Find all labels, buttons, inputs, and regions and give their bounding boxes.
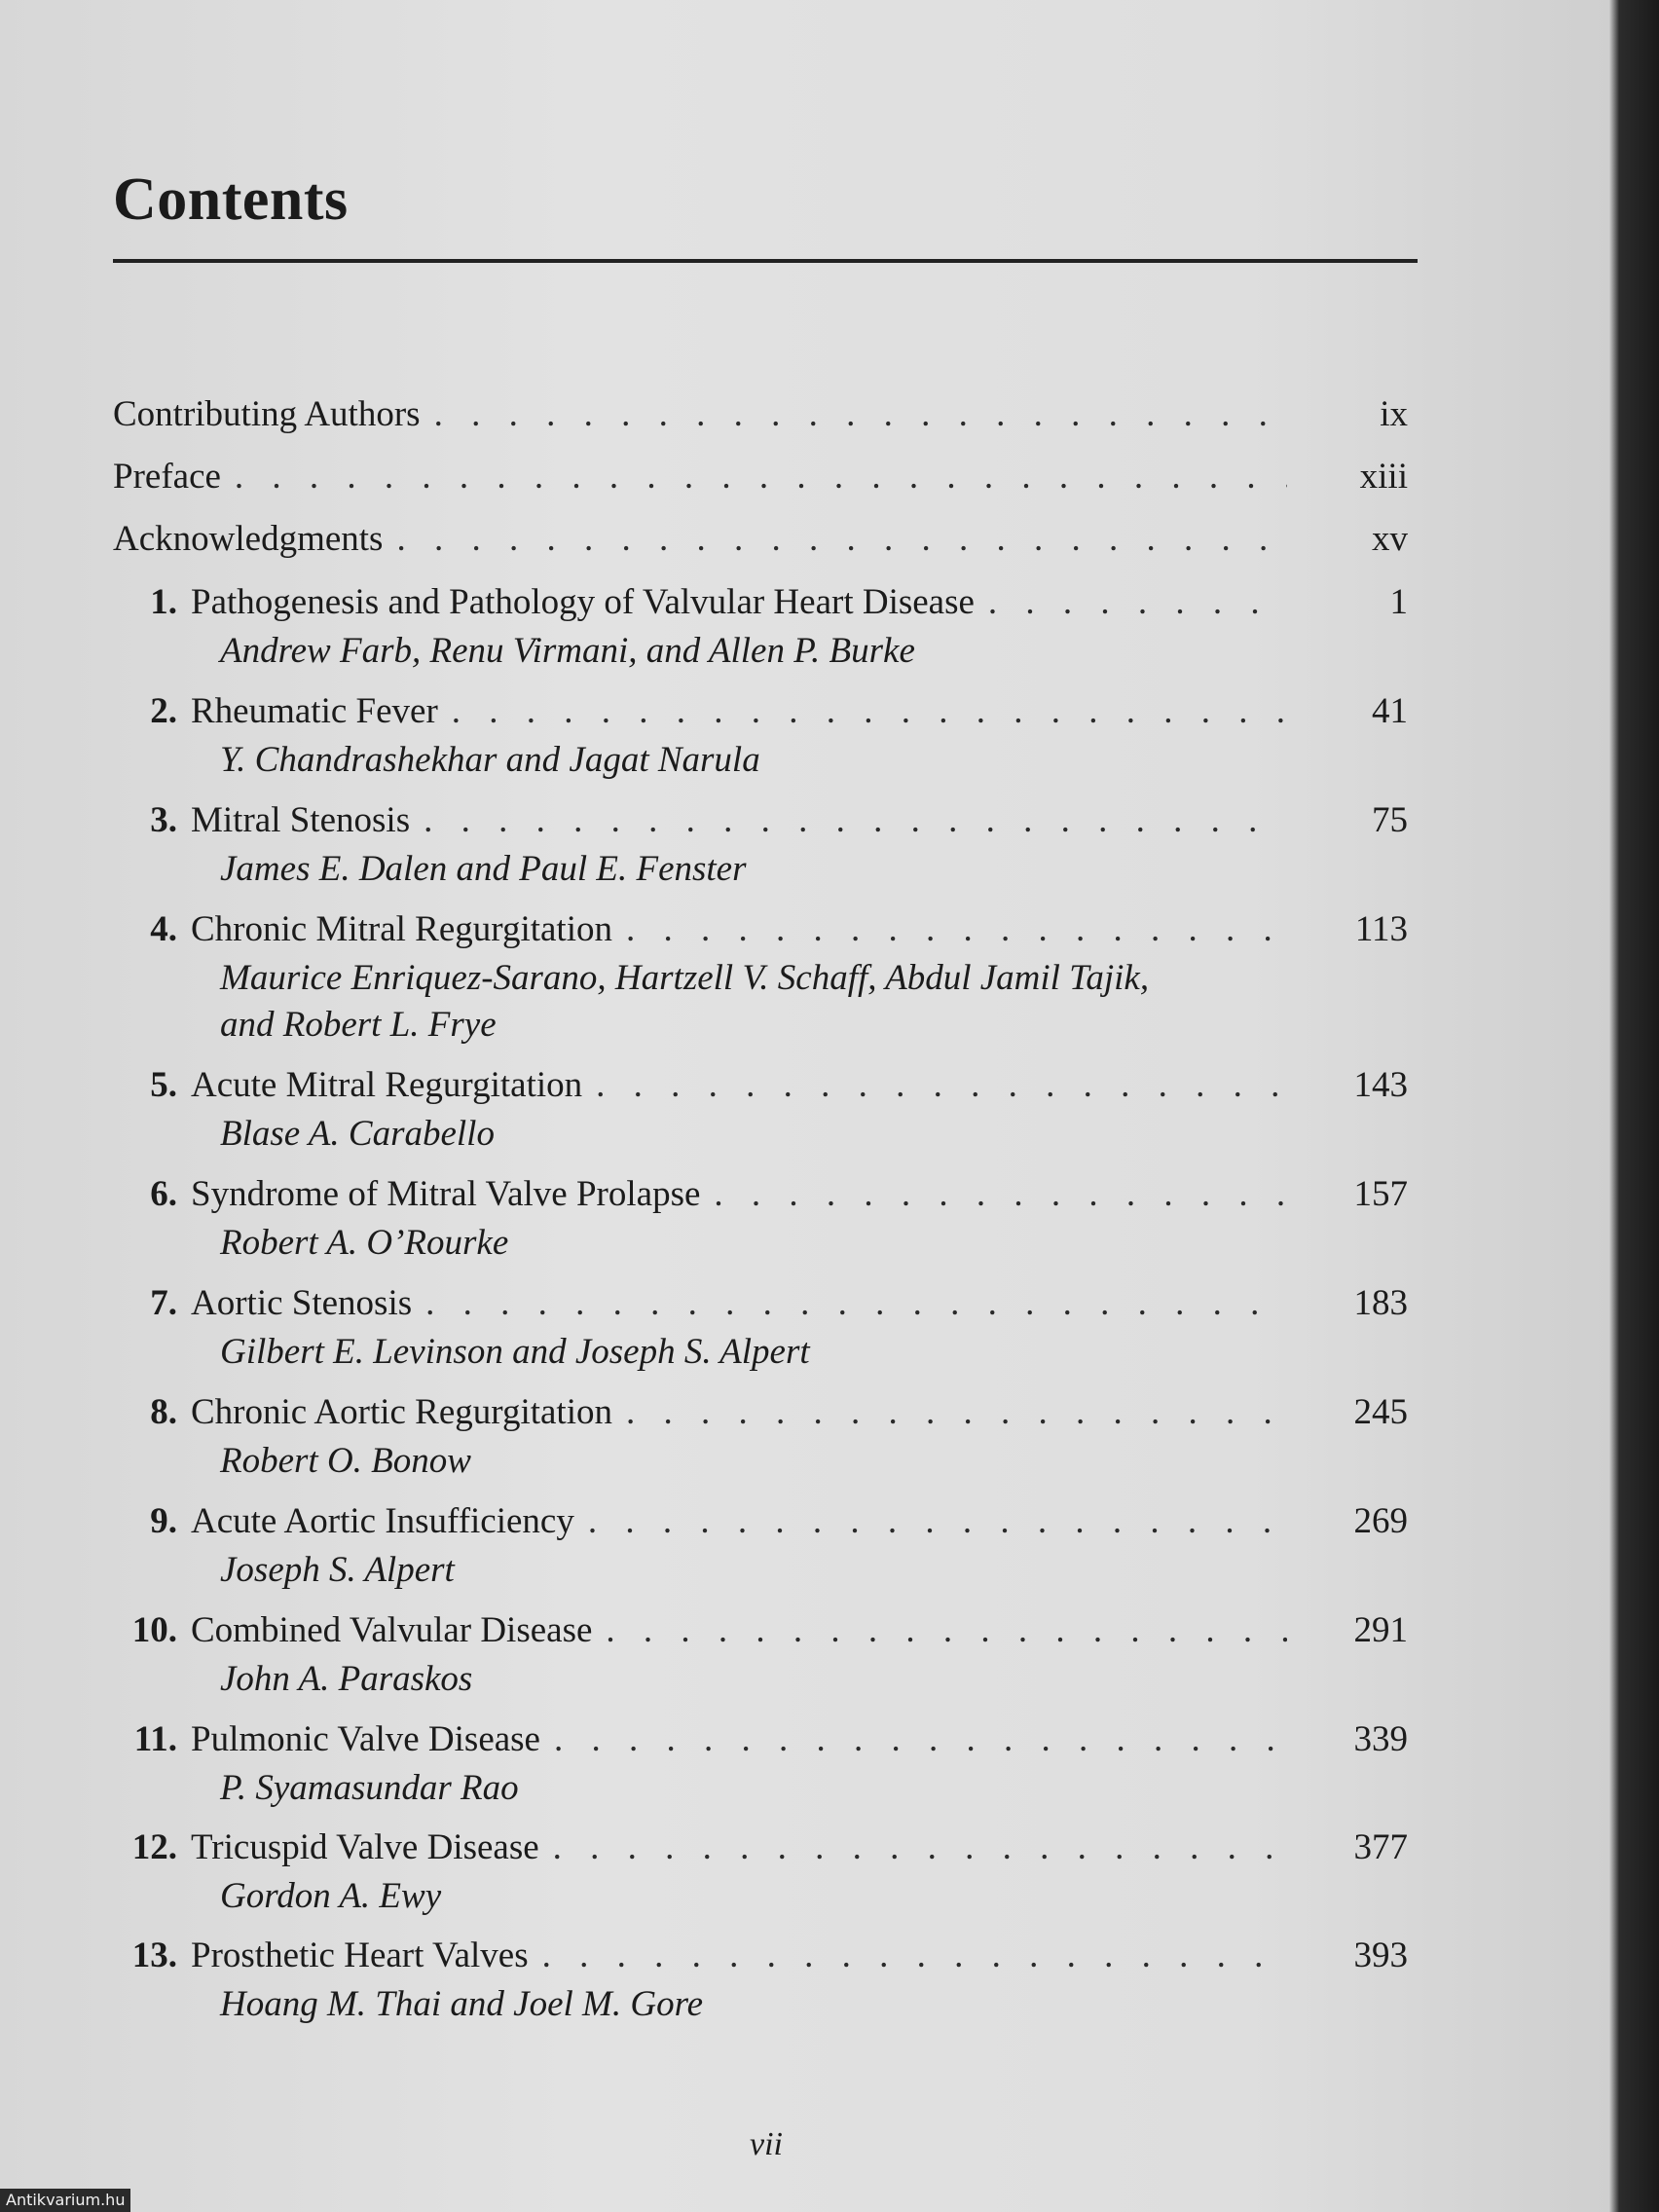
author-line: James E. Dalen and Paul E. Fenster [220, 849, 747, 889]
dot-leader [714, 1173, 1287, 1215]
chapter-number: 7. [150, 1283, 177, 1323]
author-line: Hoang M. Thai and Joel M. Gore [220, 1984, 704, 2024]
chapter-title: Prosthetic Heart Valves [191, 1936, 529, 1975]
chapter-title: Chronic Mitral Regurgitation [191, 909, 612, 949]
toc-chapter-3 [113, 799, 1408, 848]
watermark: Antikvarium.hu [0, 2189, 130, 2212]
chapter-title: Pulmonic Valve Disease [191, 1719, 540, 1759]
chapter-number: 5. [150, 1065, 177, 1105]
toc-chapter-2 [113, 690, 1408, 739]
chapter-number: 1. [150, 582, 177, 622]
chapter-title: Tricuspid Valve Disease [191, 1827, 539, 1867]
chapter-number: 8. [150, 1392, 177, 1432]
chapter-title: Combined Valvular Disease [191, 1610, 593, 1650]
toc-entry-acknowledgments [113, 518, 1408, 567]
toc-chapter-10 [113, 1609, 1408, 1658]
chapter-title: Aortic Stenosis [191, 1283, 413, 1323]
toc-page-number: 339 [1353, 1719, 1408, 1759]
chapter-number: 3. [150, 800, 177, 840]
chapter-number: 10. [131, 1610, 177, 1650]
toc-page-number: 291 [1353, 1610, 1408, 1650]
toc-page-number: 143 [1353, 1065, 1408, 1105]
dot-leader [554, 1718, 1287, 1760]
dot-leader [542, 1935, 1287, 1976]
toc-page-number: xiii [1359, 457, 1408, 497]
chapter-authors [220, 1329, 1291, 1376]
chapter-number: 9. [150, 1501, 177, 1541]
dot-leader [396, 518, 1287, 560]
toc-page-number: 269 [1353, 1501, 1408, 1541]
chapter-authors [220, 1981, 1291, 2028]
author-line: Andrew Farb, Renu Virmani, and Allen P. Burke [220, 631, 915, 671]
page-folio: vii [750, 2126, 783, 2162]
chapter-title: Pathogenesis and Pathology of Valvular Heart Disease [191, 582, 975, 622]
author-line: Gilbert E. Levinson and Joseph S. Alpert [220, 1332, 810, 1372]
chapter-authors [220, 1438, 1291, 1485]
toc-chapter-11 [113, 1718, 1408, 1767]
chapter-authors [220, 1873, 1291, 1920]
author-line: Blase A. Carabello [220, 1114, 495, 1154]
chapter-title: Acute Mitral Regurgitation [191, 1065, 583, 1105]
dot-leader [553, 1826, 1287, 1868]
chapter-title: Mitral Stenosis [191, 800, 411, 840]
toc-chapter-6 [113, 1173, 1408, 1222]
toc-label: Contributing Authors [113, 394, 421, 434]
toc-page-number: 41 [1372, 691, 1408, 731]
author-line: Robert O. Bonow [220, 1441, 471, 1481]
chapter-authors [220, 1765, 1291, 1812]
author-line: Maurice Enriquez-Sarano, Hartzell V. Schaff, Abdul Jamil Tajik, [220, 958, 1150, 998]
dot-leader [626, 908, 1287, 950]
toc-page-number: 377 [1353, 1827, 1408, 1867]
toc-page-number: 245 [1353, 1392, 1408, 1432]
dot-leader [235, 456, 1287, 498]
author-line: P. Syamasundar Rao [220, 1768, 519, 1808]
dot-leader [434, 393, 1287, 435]
page-title: Contents [113, 166, 349, 233]
author-line: Y. Chandrashekhar and Jagat Narula [220, 740, 760, 780]
chapter-authors [220, 628, 1291, 675]
toc-chapter-4 [113, 908, 1408, 957]
chapter-title: Chronic Aortic Regurgitation [191, 1392, 612, 1432]
toc-page-number: 75 [1372, 800, 1408, 840]
chapter-number: 6. [150, 1174, 177, 1214]
toc-chapter-12 [113, 1826, 1408, 1875]
dot-leader [588, 1500, 1287, 1542]
dot-leader [606, 1609, 1287, 1651]
toc-page-number: 393 [1353, 1936, 1408, 1975]
dot-leader [988, 581, 1287, 623]
author-line: and Robert L. Frye [220, 1005, 497, 1045]
chapter-title: Acute Aortic Insufficiency [191, 1501, 574, 1541]
toc-page-number: 113 [1354, 909, 1408, 949]
toc-entry-preface [113, 456, 1408, 504]
toc-chapter-5 [113, 1064, 1408, 1113]
chapter-number: 4. [150, 909, 177, 949]
dot-leader [424, 799, 1287, 841]
chapter-authors [220, 1547, 1291, 1594]
toc-entry-contributing-authors [113, 393, 1408, 442]
chapter-authors [220, 1111, 1291, 1158]
chapter-authors [220, 737, 1291, 784]
author-line: Joseph S. Alpert [220, 1550, 455, 1590]
chapter-title: Rheumatic Fever [191, 691, 438, 731]
toc-page-number: ix [1380, 394, 1408, 434]
toc-chapter-1 [113, 581, 1408, 630]
toc-chapter-7 [113, 1282, 1408, 1331]
toc-chapter-8 [113, 1391, 1408, 1440]
dot-leader [596, 1064, 1287, 1106]
toc-chapter-13 [113, 1935, 1408, 1983]
dot-leader [452, 690, 1287, 732]
toc-page-number: xv [1372, 519, 1408, 559]
chapter-title: Syndrome of Mitral Valve Prolapse [191, 1174, 701, 1214]
toc-page-number: 183 [1353, 1283, 1408, 1323]
toc-label: Acknowledgments [113, 519, 384, 559]
chapter-number: 2. [150, 691, 177, 731]
chapter-authors [220, 1656, 1291, 1703]
author-line: Gordon A. Ewy [220, 1876, 442, 1916]
author-line: John A. Paraskos [220, 1659, 473, 1699]
toc-page-number: 157 [1353, 1174, 1408, 1214]
chapter-number: 13. [131, 1936, 177, 1975]
chapter-authors [220, 1220, 1291, 1267]
chapter-number: 12. [131, 1827, 177, 1867]
dot-leader [626, 1391, 1287, 1433]
toc-label: Preface [113, 457, 221, 497]
dot-leader [425, 1282, 1287, 1324]
chapter-authors [220, 955, 1291, 1049]
toc-page-number: 1 [1389, 582, 1408, 622]
chapter-authors [220, 846, 1291, 893]
title-rule [113, 259, 1418, 263]
chapter-number: 11. [133, 1719, 177, 1759]
author-line: Robert A. O’Rourke [220, 1223, 509, 1263]
toc-chapter-9 [113, 1500, 1408, 1549]
